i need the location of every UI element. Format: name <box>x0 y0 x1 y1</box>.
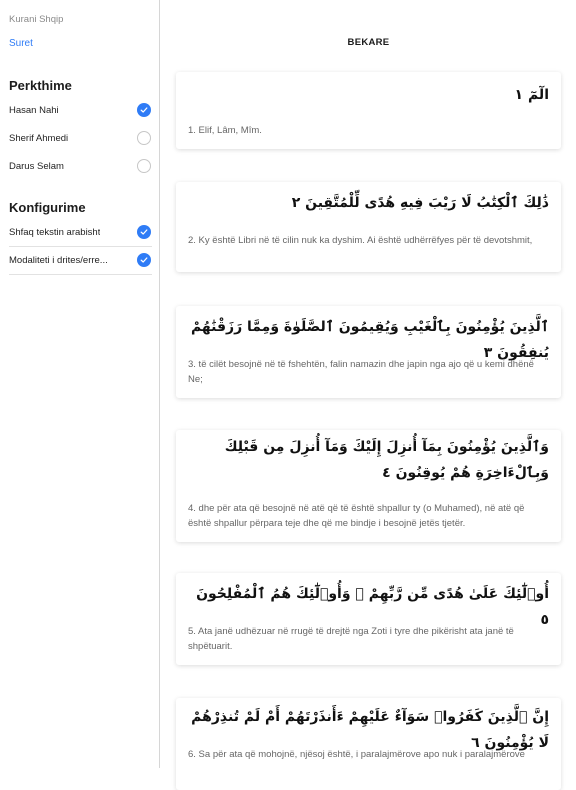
translation-option-sherif-ahmedi[interactable] <box>9 124 151 152</box>
translation-option-darus-selam[interactable] <box>9 152 151 180</box>
checkmark-circle-icon[interactable] <box>137 225 151 239</box>
checkmark-circle-icon[interactable] <box>137 103 151 117</box>
verse-card[interactable] <box>176 182 561 272</box>
translations-section-title: Perkthime <box>9 78 72 93</box>
translation-option-label: Hasan Nahi <box>9 104 59 116</box>
verse-arabic-text: ٱلَّذِينَ يُؤْمِنُونَ بِٱلْغَيْبِ وَيُقِيمُونَ ٱلصَّلَوٰةَ وَمِمَّا رَزَقْنَٰهُمْ يُنفِقُونَ ٣ <box>190 319 549 361</box>
verse-arabic-text: وَٱلَّذِينَ يُؤْمِنُونَ بِمَآ أُنزِلَ إِلَيْكَ وَمَآ أُنزِلَ مِن قَبْلِكَ وَبِٱلْءَاخِرَةِ هُمْ يُوقِنُونَ ٤ <box>224 439 549 481</box>
checkmark-circle-icon[interactable] <box>137 253 151 267</box>
verse-translation: 5. Ata janë udhëzuar në rrugë të drejtë nga Zoti i tyre dhe pikërisht ata janë të shpëtuarit. <box>188 626 514 652</box>
verse-translation: 2. Ky është Libri në të cilin nuk ka dyshim. Ai është udhërrëfyes për të devotshmit, <box>188 235 533 246</box>
verse-translation: 1. Elif, Lâm, Mîm. <box>188 125 262 136</box>
empty-circle-icon[interactable] <box>137 131 151 145</box>
divider <box>9 274 152 275</box>
verse-translation: 3. të cilët besojnë në të fshehtën, falin namazin dhe japin nga ajo që u kemi dhënë Ne; <box>188 359 534 385</box>
verse-translation: 6. Sa për ata që mohojnë, njësoj është, i paralajmërove apo nuk i paralajmërove <box>188 749 525 760</box>
verse-card[interactable] <box>176 573 561 665</box>
translation-option-label: Sherif Ahmedi <box>9 132 69 144</box>
app-title: Kurani Shqip <box>9 14 64 25</box>
translation-option-label: Darus Selam <box>9 160 64 172</box>
verse-arabic-text: أُو۟لَٰٓئِكَ عَلَىٰ هُدًى مِّن رَّبِّهِمْ ۖ وَأُو۟لَٰٓئِكَ هُمُ ٱلْمُفْلِحُونَ ٥ <box>196 586 549 628</box>
config-option-dark-mode[interactable] <box>9 246 151 274</box>
verse-list-panel <box>161 0 576 768</box>
config-section-title: Konfigurime <box>9 200 86 215</box>
verse-arabic-text: ذَٰلِكَ ٱلْكِتَٰبُ لَا رَيْبَ فِيهِ هُدًى لِّلْمُتَّقِينَ ٢ <box>291 195 549 211</box>
translation-option-hasan-nahi[interactable] <box>9 96 151 124</box>
surah-title: BEKARE <box>347 37 390 48</box>
sidebar <box>0 0 160 768</box>
verse-card[interactable] <box>176 306 561 398</box>
verse-card[interactable] <box>176 72 561 149</box>
verse-arabic-text: إِنَّ ٱلَّذِينَ كَفَرُوا۟ سَوَآءٌ عَلَيْهِمْ ءَأَنذَرْتَهُمْ أَمْ لَمْ تُنذِرْهُمْ لَا يُؤْمِنُونَ ٦ <box>191 709 549 751</box>
config-option-label: Modaliteti i drites/erre... <box>9 254 108 266</box>
verse-arabic-text: الٓمٓ ١ <box>514 87 549 103</box>
verse-translation: 4. dhe për ata që besojnë në atë që të është shpallur ty (o Muhamed), në atë që është shpallur përpara teje dhe që me bindje i besojnë jetës tjetër. <box>188 503 525 529</box>
suret-link[interactable]: Suret <box>9 38 33 49</box>
verse-card[interactable] <box>176 698 561 790</box>
verse-card[interactable] <box>176 430 561 542</box>
config-option-arabic-text[interactable] <box>9 218 151 246</box>
config-option-label: Shfaq tekstin arabisht <box>9 226 101 238</box>
empty-circle-icon[interactable] <box>137 159 151 173</box>
